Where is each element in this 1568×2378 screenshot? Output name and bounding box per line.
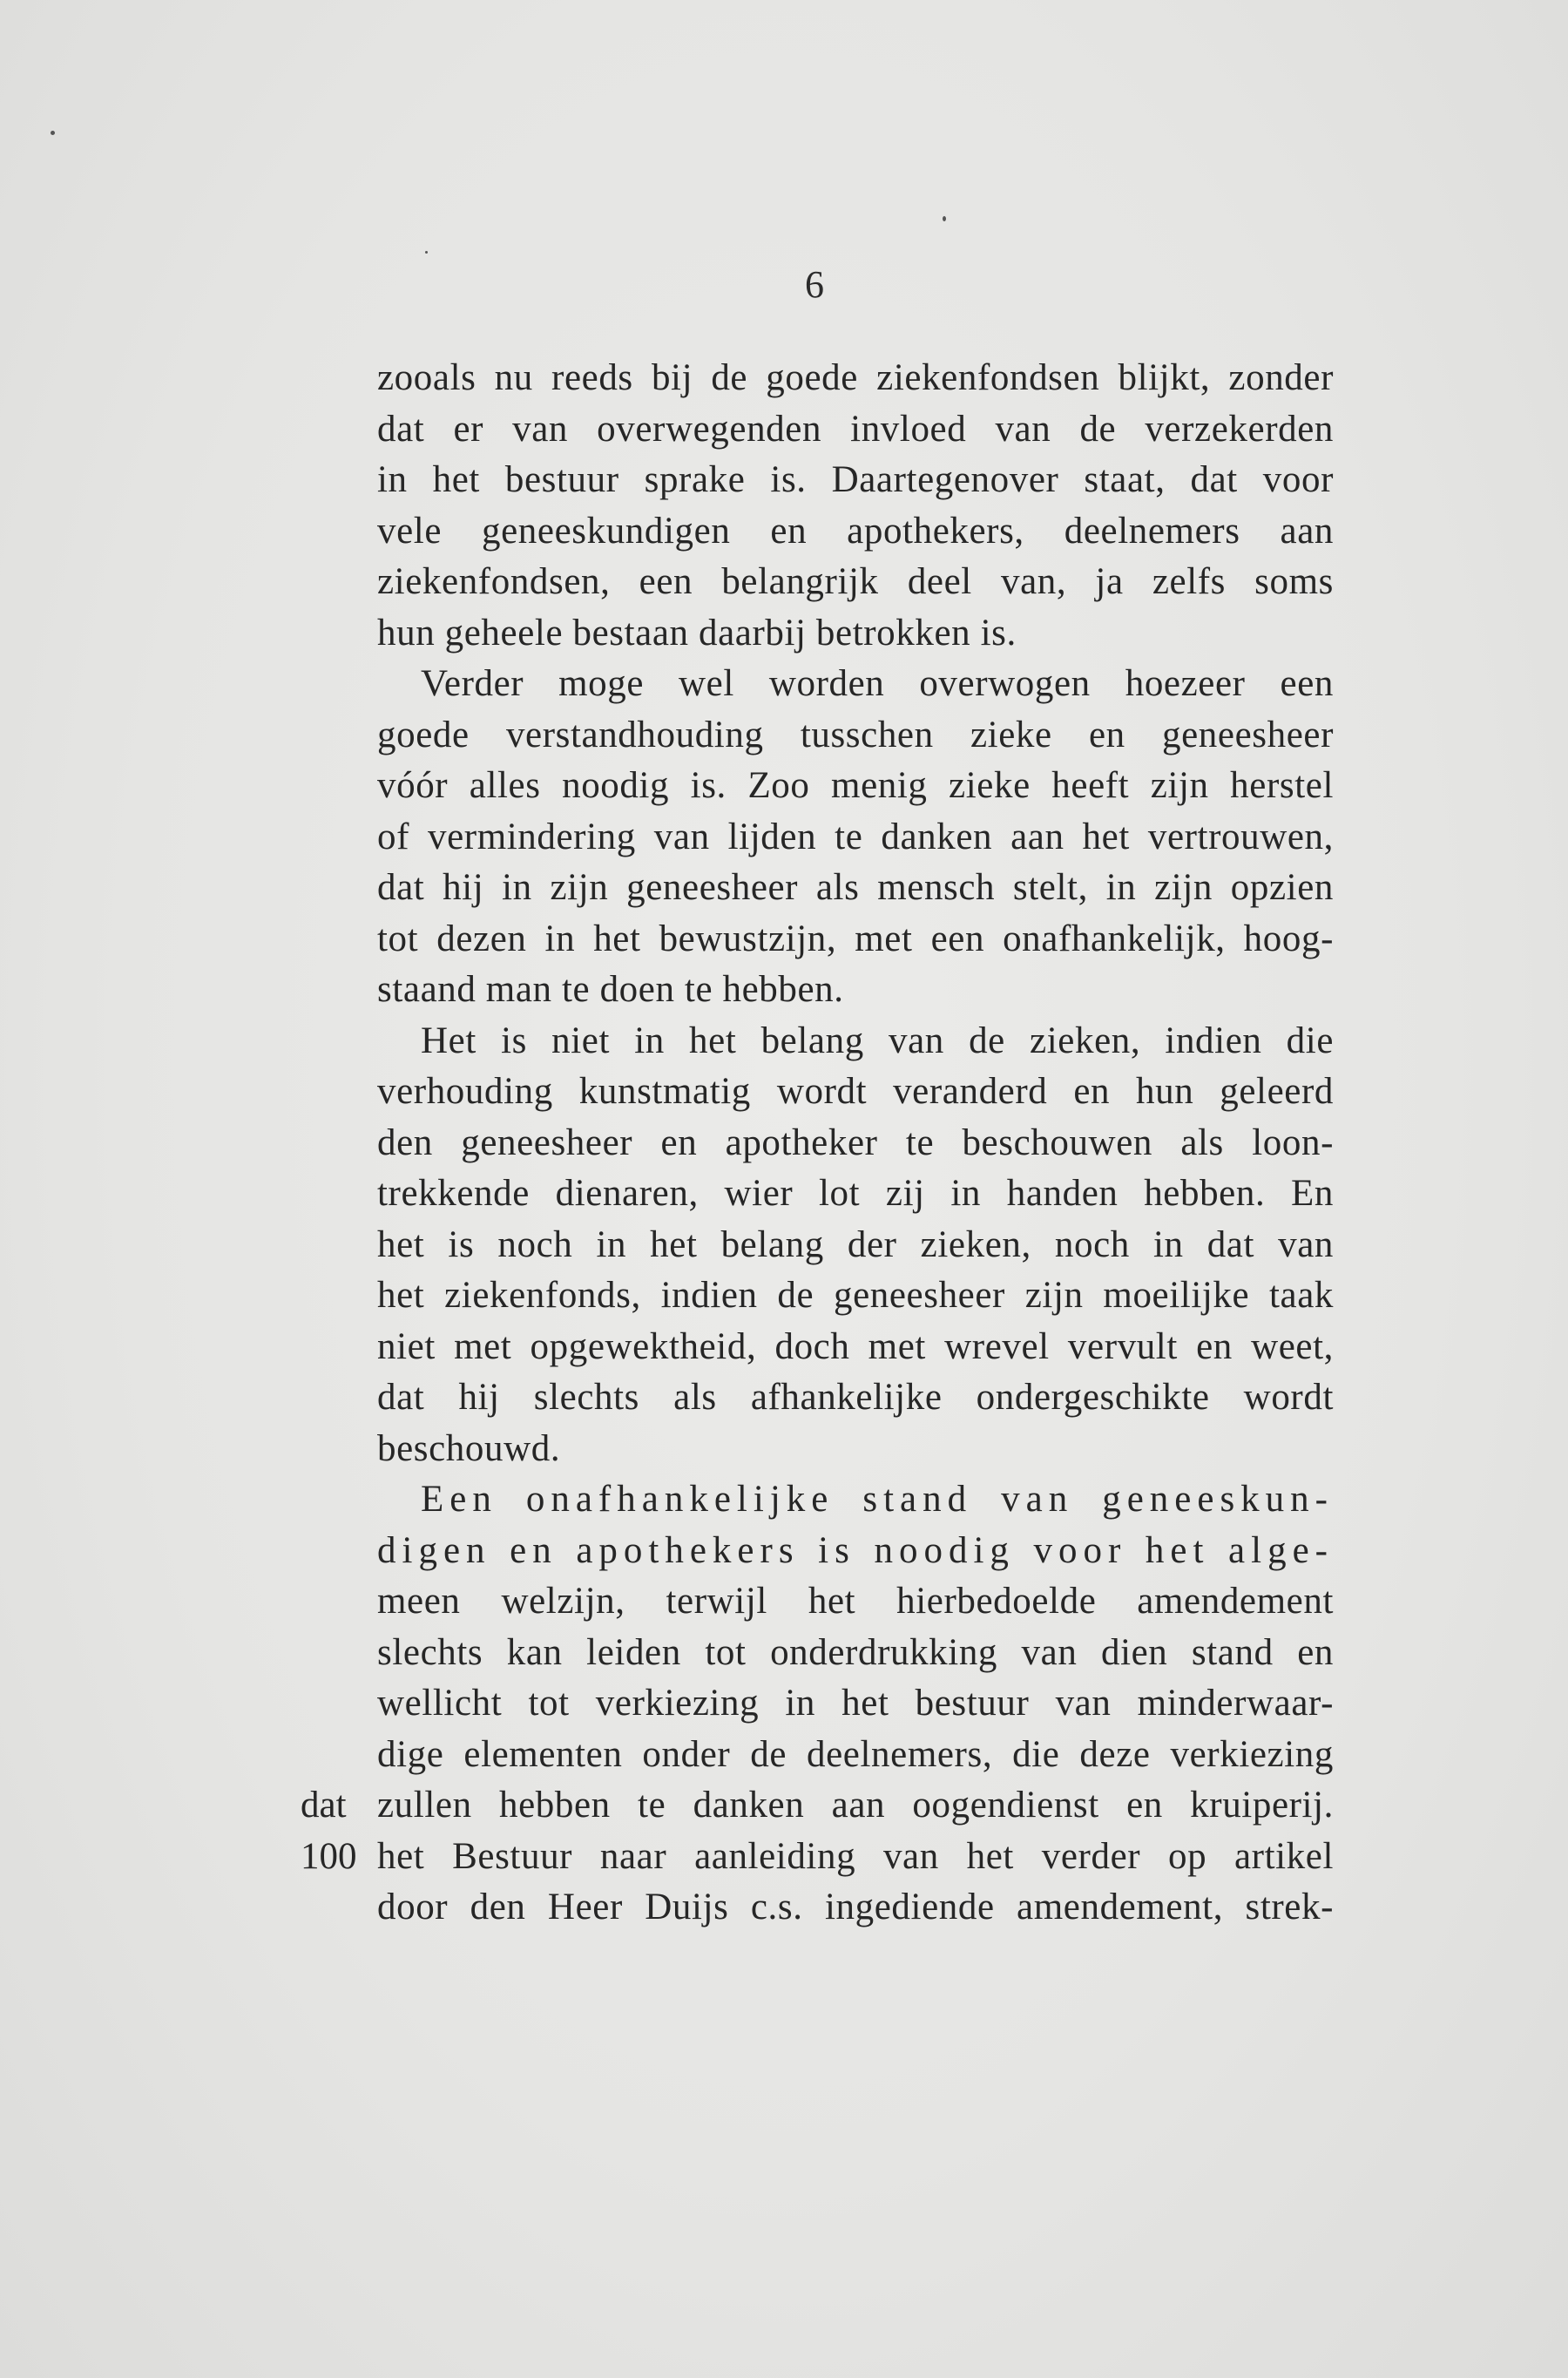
margin-note: dat [301,1785,347,1826]
page-number: 6 [805,263,824,306]
text-line: vóór alles noodig is. Zoo menig zieke heeft zijn herstel [377,765,1334,806]
ink-speck [943,216,946,221]
text-line: in het bestuur sprake is. Daartegenover staat, dat voor [377,459,1334,500]
text-line: het Bestuur naar aanleiding van het verder op artikel [377,1835,1334,1877]
text-line: niet met opgewektheid, doch met wrevel vervult en weet, [377,1325,1334,1367]
text-line: dat hij in zijn geneesheer als mensch stelt, in zijn opzien [377,867,1334,908]
text-line: het ziekenfonds, indien de geneesheer zijn moeilijke taak [377,1275,1334,1316]
text-line: ziekenfondsen, een belangrijk deel van, ja zelfs soms [377,561,1334,602]
text-line: beschouwd. [377,1427,561,1469]
body-text [377,353,1334,1934]
ink-speck [51,131,55,135]
text-line: zullen hebben te danken aan oogendienst en kruiperij. [377,1785,1334,1826]
ink-speck [425,251,428,254]
text-line: het is noch in het belang der zieken, noch in dat van [377,1223,1334,1265]
text-line: door den Heer Duijs c.s. ingediende amendement, strek- [377,1887,1334,1927]
text-line: den geneesheer en apotheker te beschouwen als loon- [377,1121,1334,1163]
text-line: dige elementen onder de deelnemers, die deze verkiezing [377,1733,1334,1775]
text-line: trekkende dienaren, wier lot zij in handen hebben. En [377,1173,1334,1214]
text-line: digen en apothekers is noodig voor het alge- [377,1529,1334,1571]
text-line: Verder moge wel worden overwogen hoezeer een [421,663,1334,704]
text-line: zooals nu reeds bij de goede ziekenfondsen blijkt, zonder [377,357,1334,398]
text-line: goede verstandhouding tusschen zieke en geneesheer [377,714,1334,755]
text-line: of vermindering van lijden te danken aan het vertrouwen, [377,816,1334,857]
text-line: verhouding kunstmatig wordt veranderd en hun geleerd [377,1071,1334,1112]
text-line: dat hij slechts als afhankelijke ondergeschikte wordt [377,1377,1334,1418]
text-line: meen welzijn, terwijl het hierbedoelde amendement [377,1581,1334,1622]
margin-note: 100 [301,1835,357,1877]
text-line: hun geheele bestaan daarbij betrokken is. [377,612,1017,654]
text-line: vele geneeskundigen en apothekers, deelnemers aan [377,510,1334,552]
text-line: Een onafhankelijke stand van geneeskun- [421,1479,1334,1520]
text-line: Het is niet in het belang van de zieken, indien die [421,1020,1334,1061]
text-line: staand man te doen te hebben. [377,969,844,1010]
text-line: dat er van overwegenden invloed van de verzekerden [377,408,1334,450]
text-line: tot dezen in het bewustzijn, met een onafhankelijk, hoog- [377,918,1334,959]
text-line: slechts kan leiden tot onderdrukking van dien stand en [377,1631,1334,1673]
text-line: wellicht tot verkiezing in het bestuur van minderwaar- [377,1683,1334,1724]
